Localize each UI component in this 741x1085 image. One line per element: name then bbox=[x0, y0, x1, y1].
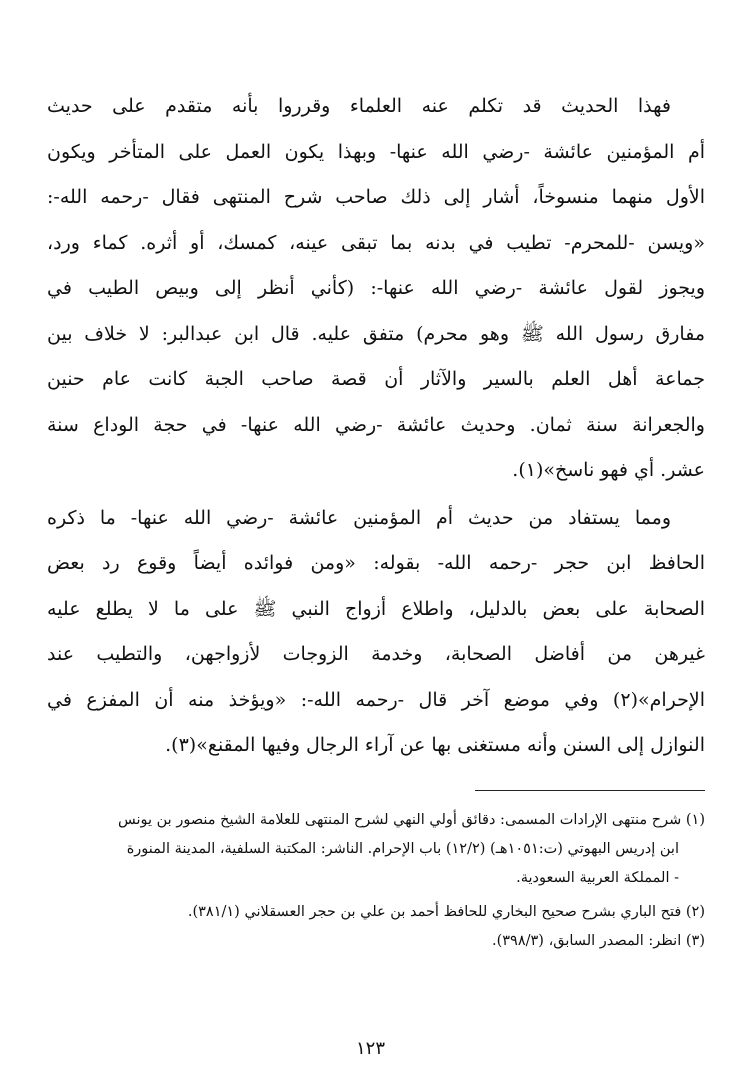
footnote-2-line: (٢) فتح الباري بشرح صحيح البخاري للحافظ أحمد بن علي بن حجر العسقلاني (٣٨١/١). bbox=[187, 904, 705, 920]
body-line: الحافظ ابن حجر -رحمه الله- بقوله: «ومن فوائده أيضاً وقوع رد بعض bbox=[47, 552, 705, 574]
footnote-1-line: (١) شرح منتهى الإرادات المسمى: دقائق أولي النهي لشرح المنتهى للعلامة الشيخ منصور بن يونس bbox=[117, 812, 705, 828]
body-line: عشر. أي فهو ناسخ»(١). bbox=[512, 459, 705, 481]
footnote-1-line: - المملكة العربية السعودية. bbox=[516, 870, 679, 886]
main-text bbox=[47, 84, 705, 769]
body-line: غيرهن من أفاضل الصحابة، وخدمة الزوجات لأزواجهن، والتطيب عند bbox=[47, 643, 705, 665]
body-line: مفارق رسول الله ﷺ وهو محرم) متفق عليه. قال ابن عبدالبر: لا خلاف بين bbox=[47, 322, 705, 345]
body-line: ويجوز لقول عائشة -رضي الله عنها-: (كأني أنظر إلى وبيص الطيب في bbox=[47, 277, 705, 299]
body-line: الإحرام»(٢) وفي موضع آخر قال -رحمه الله-: «ويؤخذ منه أن المفزع في bbox=[47, 688, 705, 711]
body-line: فهذا الحديث قد تكلم عنه العلماء وقرروا بأنه متقدم على حديث bbox=[47, 95, 671, 117]
body-line: والجعرانة سنة ثمان. وحديث عائشة -رضي الله عنها- في حجة الوداع سنة bbox=[47, 413, 705, 436]
body-line: أم المؤمنين عائشة -رضي الله عنها- وبهذا يكون العمل على المتأخر ويكون bbox=[47, 140, 705, 163]
body-line: النوازل إلى السنن وأنه مستغنى بها عن آراء الرجال وفيها المقنع»(٣). bbox=[165, 734, 705, 756]
body-line: الصحابة على بعض بالدليل، واطلاع أزواج النبي ﷺ على ما لا يطلع عليه bbox=[47, 597, 705, 620]
footnotes bbox=[40, 806, 705, 956]
page-number: ١٢٣ bbox=[355, 1038, 385, 1059]
body-line: ومما يستفاد من حديث أم المؤمنين عائشة -رضي الله عنها- ما ذكره bbox=[47, 506, 671, 529]
footnote-1-line: ابن إدريس البهوتي (ت:١٠٥١هـ) (١٢/٢) باب الإحرام. الناشر: المكتبة السلفية، المدينة المنورة bbox=[126, 841, 679, 857]
body-line: الأول منهما منسوخاً، أشار إلى ذلك صاحب شرح المنتهى فقال -رحمه الله-: bbox=[47, 186, 705, 208]
footnote-separator bbox=[475, 790, 705, 791]
body-line: «ويسن -للمحرم- تطيب في بدنه بما تبقى عينه، كمسك، أو أثره. كماء ورد، bbox=[47, 231, 705, 254]
footnote-3-line: (٣) انظر: المصدر السابق، (٣٩٨/٣). bbox=[491, 933, 705, 949]
body-line: جماعة أهل العلم بالسير والآثار أن قصة صاحب الجبة كانت عام حنين bbox=[47, 368, 705, 390]
